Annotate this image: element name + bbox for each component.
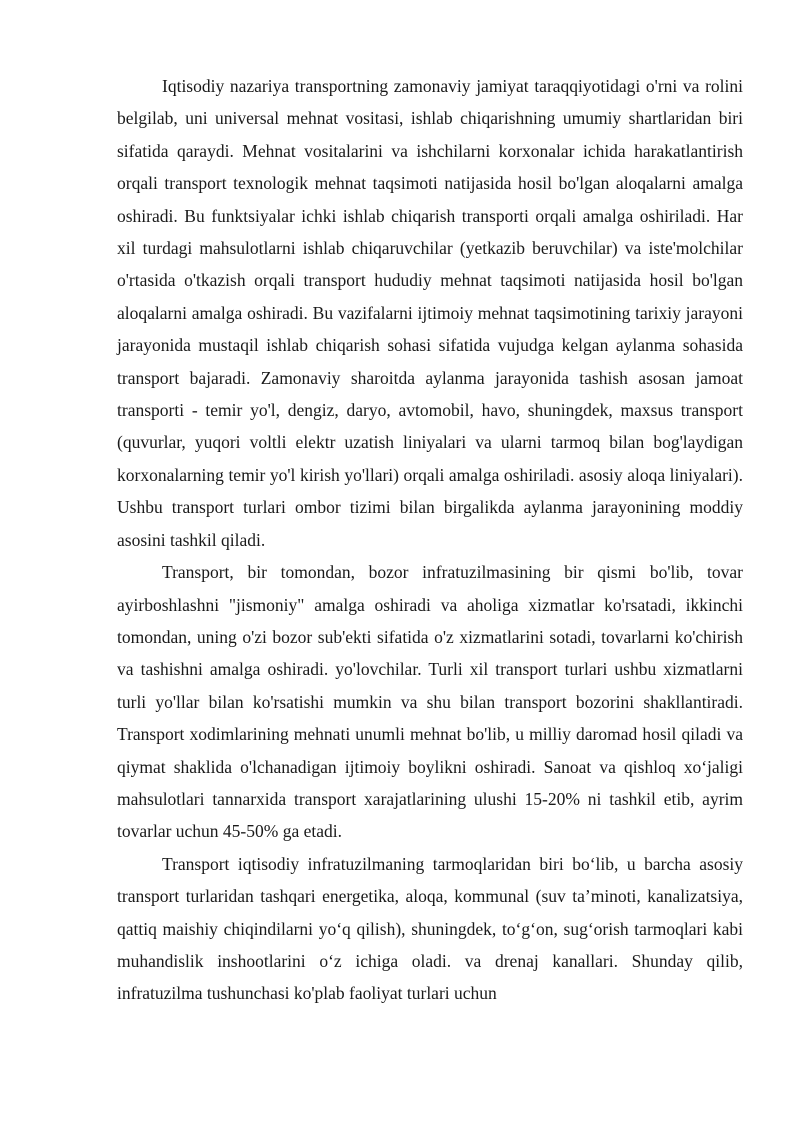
paragraph: Transport, bir tomondan, bozor infratuzilmasining bir qismi bo'lib, tovar ayirboshlashni "jismoniy" amalga oshiradi va aholiga xizmatlar ko'rsatadi, ikkinchi tomondan, uning o'zi bozor sub'ekti sifatida o'z xizmatlarini sotadi, tovarlarni ko'chirish va tashishni amalga oshiradi. yo'lovchilar. Turli xil transport turlari ushbu xizmatlarni turli yo'llar bilan ko'rsatishi mumkin va shu bilan transport bozorini shakllantiradi. Transport xodimlarining mehnati unumli mehnat bo'lib, u milliy daromad hosil qiladi va qiymat shaklida o'lchanadigan ijtimoiy boylikni oshiradi. Sanoat va qishloq xo‘jaligi mahsulotlari tannarxida transport xarajatlarining ulushi 15-20% ni tashkil etib, ayrim tovarlar uchun 45-50% ga etadi. <box>117 562 743 842</box>
document-page <box>117 70 743 1010</box>
paragraph: Transport iqtisodiy infratuzilmaning tarmoqlaridan biri bo‘lib, u barcha asosiy transport turlaridan tashqari energetika, aloqa, kommunal (suv ta’minoti, kanalizatsiya, qattiq maishiy chiqindilarni yo‘q qilish), shuningdek, to‘g‘on, sug‘orish tarmoqlari kabi muhandislik inshootlarini o‘z ichiga oladi. va drenaj kanallari. Shunday qilib, infratuzilma tushunchasi ko'plab faoliyat turlari uchun <box>117 853 743 1004</box>
paragraph: Iqtisodiy nazariya transportning zamonaviy jamiyat taraqqiyotidagi o'rni va rolini belgilab, uni universal mehnat vositasi, ishlab chiqarishning umumiy shartlaridan biri sifatida qaraydi. Mehnat vositalarini va ishchilarni korxonalar ichida harakatlantirish orqali transport texnologik mehnat taqsimoti natijasida hosil bo'lgan aloqalarni amalga oshiradi. Bu funktsiyalar ichki ishlab chiqarish transporti orqali amalga oshiriladi. Har xil turdagi mahsulotlarni ishlab chiqaruvchilar (yetkazib beruvchilar) va iste'molchilar o'rtasida o'tkazish orqali transport hududiy mehnat taqsimoti natijasida hosil bo'lgan aloqalarni amalga oshiradi. Bu vazifalarni ijtimoiy mehnat taqsimotining tarixiy jarayoni jarayonida mustaqil ishlab chiqarish sohasi sifatida vujudga kelgan aylanma sohasida transport bajaradi. Zamonaviy sharoitda aylanma jarayonida tashish asosan jamoat transporti - temir yo'l, dengiz, daryo, avtomobil, havo, shuningdek, maxsus transport (quvurlar, yuqori voltli elektr uzatish liniyalari va ularni tarmoq bilan bog'laydigan korxonalarning temir yo'l kirish yo'llari) orqali amalga oshiriladi. asosiy aloqa liniyalari). Ushbu transport turlari ombor tizimi bilan birgalikda aylanma jarayonining moddiy asosini tashkil qiladi. <box>117 76 743 550</box>
